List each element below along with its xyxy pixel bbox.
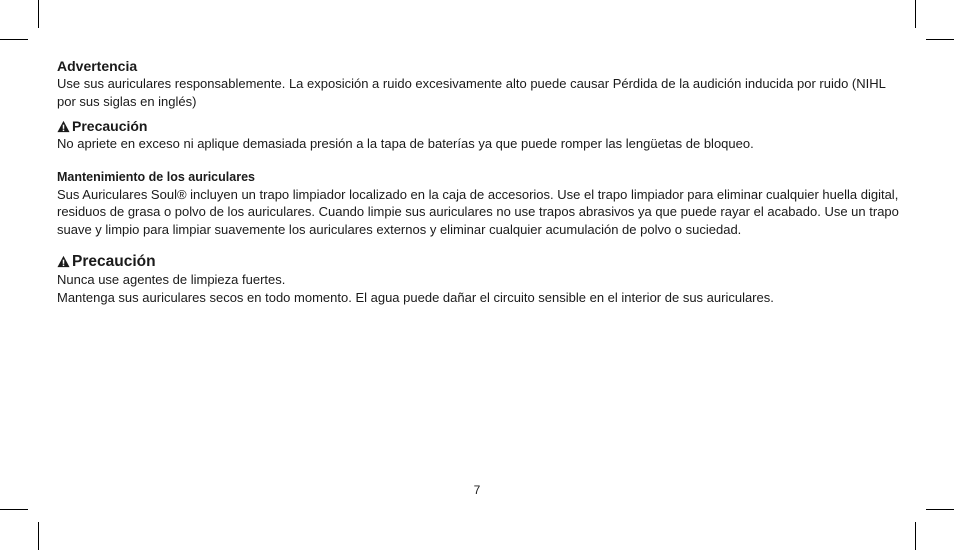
crop-mark — [0, 509, 28, 510]
page-number: 7 — [473, 483, 481, 497]
precaucion-section-1 — [57, 118, 907, 153]
crop-mark — [0, 39, 28, 40]
crop-mark — [38, 0, 39, 28]
precaucion-text-1: No apriete en exceso ni aplique demasiada presión a la tapa de baterías ya que puede romper las lengüetas de bloqueo. — [57, 136, 754, 151]
crop-mark — [38, 522, 39, 550]
warning-triangle-icon — [57, 120, 70, 133]
precaucion-heading-1 — [57, 118, 907, 135]
advertencia-section — [57, 58, 907, 110]
mantenimiento-section — [57, 169, 907, 239]
mantenimiento-heading: Mantenimiento de los auriculares — [57, 169, 255, 184]
advertencia-text: Use sus auriculares responsablemente. La exposición a ruido excesivamente alto puede causar Pérdida de la audición inducida por ruido (NIHL por sus siglas en inglés) — [57, 76, 886, 109]
precaucion-heading-2 — [57, 252, 907, 271]
advertencia-heading: Advertencia — [57, 58, 138, 74]
crop-mark — [926, 509, 954, 510]
mantenimiento-text: Sus Auriculares Soul® incluyen un trapo limpiador localizado en la caja de accesorios. Use el trapo limpiador para eliminar cualquier huella digital, residuos de grasa o polvo de los auriculares. Cuando limpie sus auriculares no use trapos abrasivos ya que puede rayar el acabado. Use un trapo suave y limpio para limpiar suavemente los auriculares externos y eliminar cualquier acumulación de polvo o suciedad. — [57, 186, 899, 237]
precaucion-text-2b: Mantenga sus auriculares secos en todo momento. El agua puede dañar el circuito sensible en el interior de sus auriculares. — [57, 289, 774, 305]
precaucion-title-2: Precaución — [72, 253, 156, 270]
document-content — [57, 58, 907, 306]
precaucion-section-2 — [57, 252, 907, 306]
warning-triangle-icon — [57, 255, 70, 268]
crop-mark — [926, 39, 954, 40]
precaucion-title-1: Precaución — [72, 118, 148, 134]
precaucion-text-2a: Nunca use agentes de limpieza fuertes. — [57, 272, 286, 287]
crop-mark — [915, 0, 916, 28]
crop-mark — [915, 522, 916, 550]
